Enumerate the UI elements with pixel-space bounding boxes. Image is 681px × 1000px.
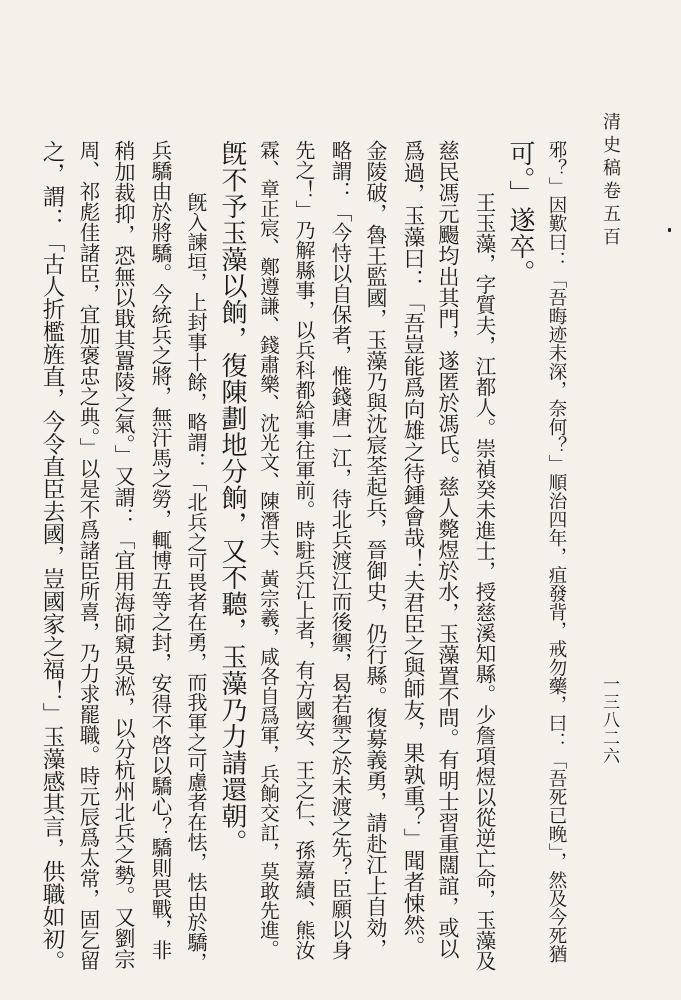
- text-column: 兵驕由於將驕。今統兵之將，無汗馬之勞，輒博五等之封，安得不啓以驕心？驕則畏戰，非: [148, 140, 172, 960]
- margin-mark: [668, 228, 671, 232]
- text-column: 慈民馮元颺均出其門，遂匿於馮氏。慈人斃煜於水，玉藻置不問。有明士習重闊誼，或以: [436, 140, 460, 959]
- text-column: 霖、章正宸、鄭遵謙、錢肅樂、沈光文、陳潛夫、黃宗羲，咸各自爲軍，兵餉交訌，莫敢先進。: [257, 140, 280, 959]
- text-column: 邪？」因歎曰：「吾晦迹未深，奈何？」順治四年，疽發背，戒勿藥，曰：「吾死已晚」，然及今死猶: [546, 140, 567, 964]
- text-column: 稍加裁抑，恐無以戢其囂陵之氣。」又謂：「宜用海師窺吳淞，以分杭州北兵之勢。又劉宗: [112, 140, 136, 970]
- text-column: 王玉藻，字質夫，江都人。崇禎癸未進士，授慈溪知縣。少詹項煜以從逆亡命，玉藻及: [472, 192, 496, 971]
- text-column: 旣不予玉藻以餉，復陳劃地分餉，又不聽，玉藻乃力請還朝。: [217, 140, 247, 856]
- text-column: 之，謂：「古人折檻旌直，今令直臣去國，豈國家之福！」玉藻感其言，供職如初。: [39, 140, 65, 973]
- text-column: 旣入諫垣，上封事十餘，略謂：「北兵之可畏者在勇，而我軍之可慮者在怯，怯由於驕，: [184, 192, 208, 972]
- text-column: 略謂：「今恃以自保者，惟錢唐一江，待北兵渡江而後禦，曷若禦之於未渡之先？臣願以身: [328, 140, 352, 960]
- text-column: 可。」遂卒。: [505, 140, 535, 286]
- text-column: 周、祁彪佳諸臣，宜加褒忠之典。」以是不爲諸臣所喜，乃力求罷職。時元辰爲太常，固乞留: [76, 140, 100, 971]
- text-column: 金陵破，魯王監國，玉藻乃與沈宸荃起兵，晉御史，仍行縣。復募義勇，請赴江上自効，: [364, 140, 388, 959]
- page-number: 一三八二六: [599, 675, 619, 765]
- text-column: 先之！」乃解縣事，以兵科都給事往軍前。時駐兵江上者，有方國安、王之仁、孫嘉績、熊汝: [292, 140, 316, 960]
- text-column: 爲過，玉藻曰：「吾豈能爲向雄之待鍾會哉！夫君臣之與師友，果孰重？」聞者悚然。: [400, 140, 425, 957]
- running-title: 清史稿卷五百: [600, 112, 621, 250]
